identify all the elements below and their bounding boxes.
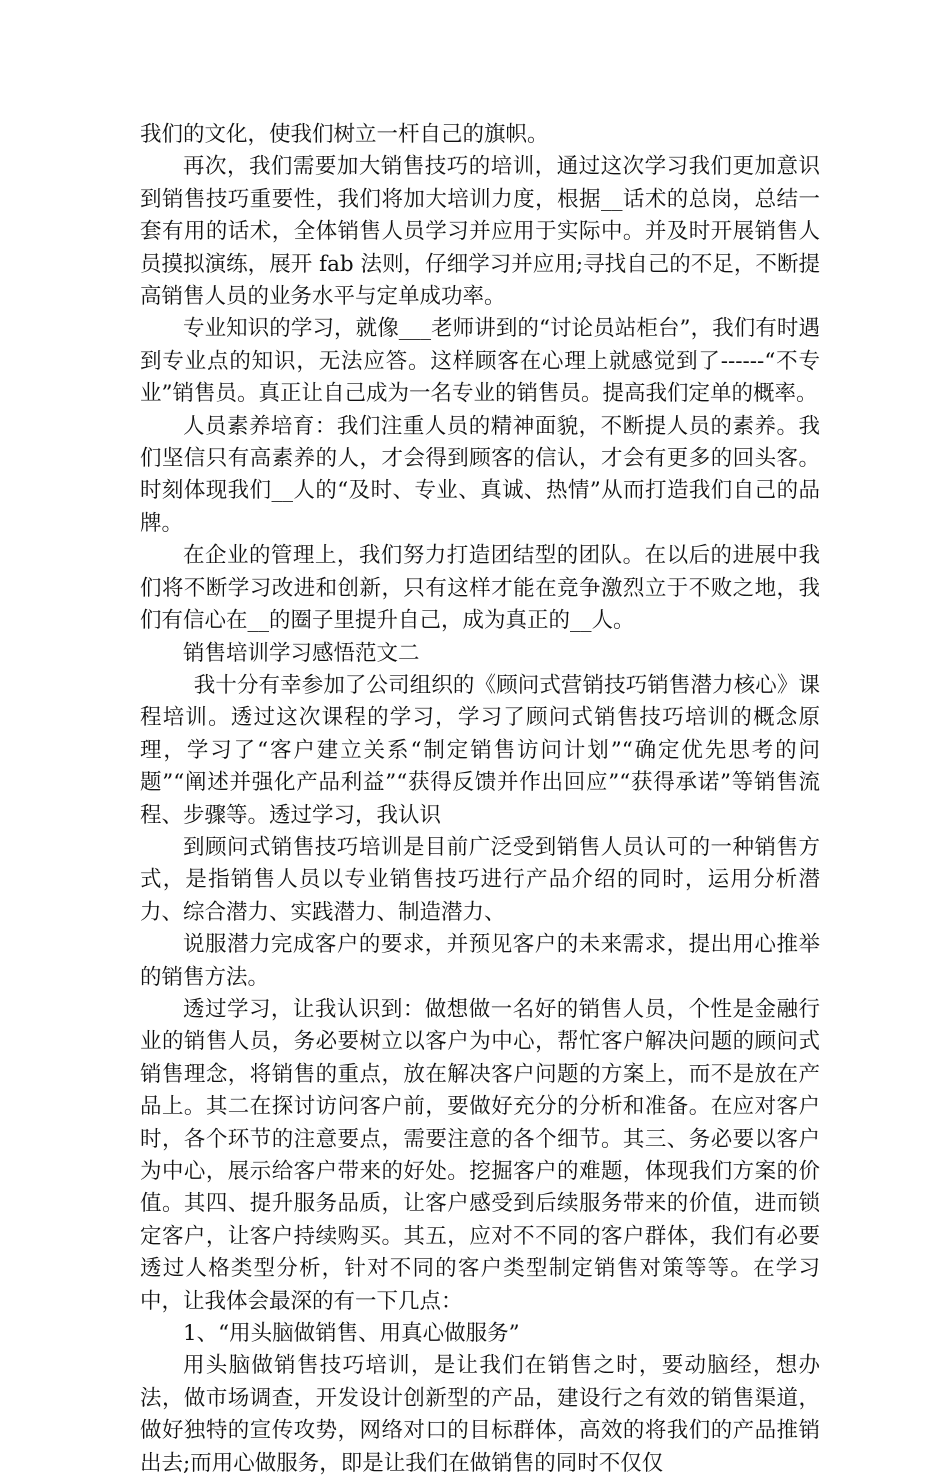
paragraph-persuasion: 说服潜力完成客户的要求，并预见客户的未来需求，提出用心推举的销售方法。 (140, 932, 820, 990)
paragraph-learning-insights: 透过学习，让我认识到：做想做一名好的销售人员，个性是金融行业的销售人员，务必要树立以客户为中心，帮忙客户解决问题的顾问式销售理念，将销售的重点，放在解决客户问题的方案上，而不是放在产品上。其二在探讨访问客户前，要做好充分的分析和准备。在应对客户时，各个环节的注意要点，需要注意的各个细节。其三、务必要以客户为中心，展示给客户带来的好处。挖掘客户的难题，体现我们方案的价值。其四、提升服务品质，让客户感受到后续服务带来的价值，进而锁定客户，让客户持续购买。其五，应对不不同的客户群体，我们有必要透过人格类型分析，针对不同的客户类型制定销售对策等等。在学习中，让我体会最深的有一下几点： (140, 996, 820, 1314)
paragraph-professional-knowledge: 专业知识的学习，就像___老师讲到的“讨论员站柜台”，我们有时遇到专业点的知识，无法应答。这样顾客在心理上就感觉到了------“不专业”销售员。真正让自己成为一名专业的销售员。提高我们定单的概率。 (140, 316, 820, 407)
paragraph-culture-banner: 我们的文化，使我们树立一杆自己的旗帜。 (140, 122, 549, 147)
paragraph-enterprise-management: 在企业的管理上，我们努力打造团结型的团队。在以后的进展中我们将不断学习改进和创新，只有这样才能在竞争激烈立于不败之地，我们有信心在__的圈子里提升自己，成为真正的__人。 (140, 543, 820, 634)
paragraph-staff-quality: 人员素养培育：我们注重人员的精神面貌，不断提人员的素养。我们坚信只有高素养的人，才会得到顾客的信认，才会有更多的回头客。时刻体现我们__人的“及时、专业、真诚、热情”从而打造我们自己的品牌。 (140, 413, 820, 536)
paragraph-consultative-definition: 到顾问式销售技巧培训是目前广泛受到销售人员认可的一种销售方式，是指销售人员以专业销售技巧进行产品介绍的同时，运用分析潜力、综合潜力、实践潜力、制造潜力、 (140, 834, 820, 925)
section-heading-sample-two: 销售培训学习感悟范文二 (183, 640, 420, 666)
list-heading-point-one: 1、“用头脑做销售、用真心做服务” (183, 1321, 520, 1347)
paragraph-head-and-heart: 用头脑做销售技巧培训，是让我们在销售之时，要动脑经，想办法，做市场调查，开发设计创新型的产品，建设行之有效的销售渠道，做好独特的宣传攻势，网络对口的目标群体，高效的将我们的产品推销出去;而用心做服务，即是让我们在做销售的同时不仅仅 (140, 1353, 820, 1476)
document-body (140, 119, 820, 1480)
paragraph-sales-skills-training: 再次，我们需要加大销售技巧的培训，通过这次学习我们更加意识到销售技巧重要性，我们将加大培训力度，根据__话术的总岗，总结一套有用的话术，全体销售人员学习并应用于实际中。并及时开展销售人员摸拟演练，展开 fab 法则，仔细学习并应用;寻找自己的不足，不断提高销售人员的业务水平与定单成功率。 (140, 154, 820, 310)
paragraph-consultative-course: 我十分有幸参加了公司组织的《顾问式营销技巧销售潜力核心》课程培训。透过这次课程的学习，学习了顾问式销售技巧培训的概念原理，学习了“客户建立关系“制定销售访问计划”“确定优先思考的问题”“阐述并强化产品利益”“获得反馈并作出回应”“获得承诺”等销售流程、步骤等。透过学习，我认识 (140, 672, 820, 828)
